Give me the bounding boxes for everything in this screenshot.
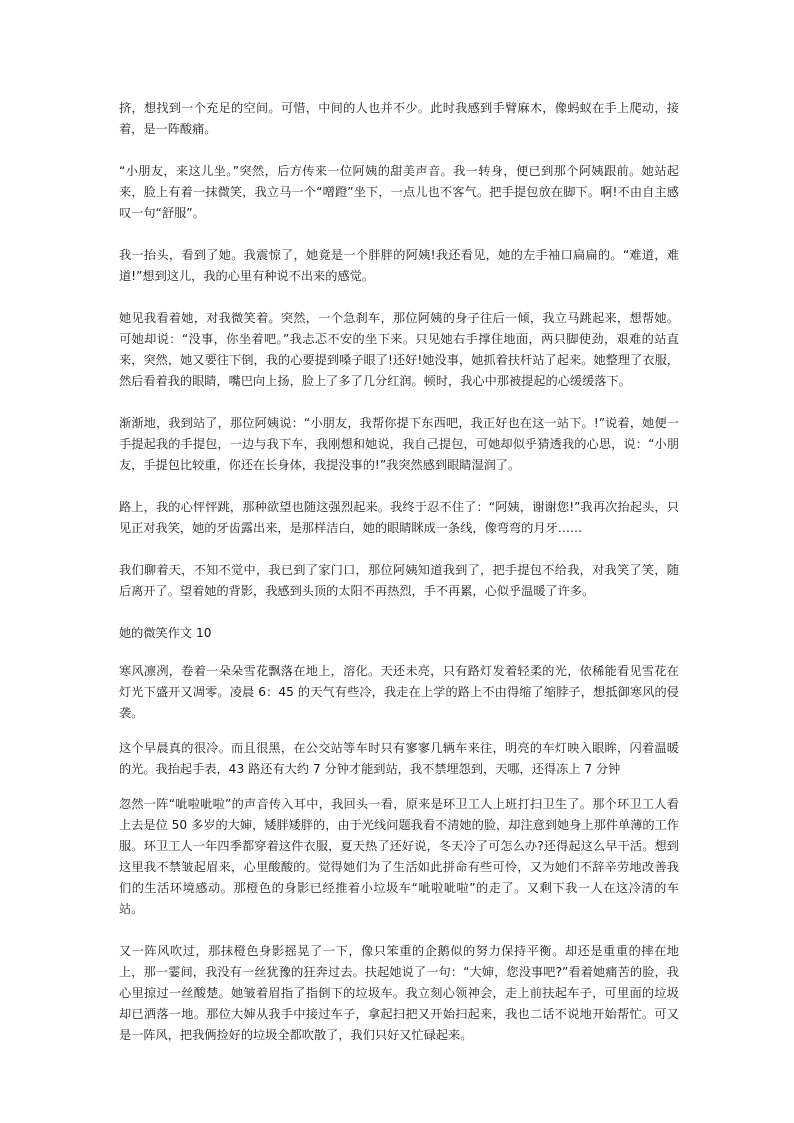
paragraph-1: 挤，想找到一个充足的空间。可惜，中间的人也并不少。此时我感到手臂麻木，像蚂蚁在手上爬动，接着，是一阵酸痛。 xyxy=(119,101,679,136)
paragraph-5: 渐渐地，我到站了，那位阿姨说：“小朋友，我帮你提下东西吧，我正好也在这一站下。!”说着，她便一手提起我的手提包，一边与我下车，我刚想和她说，我自己提包，可她却似乎猜透我的心思，说：“小朋友，手提包比较重，你还在长身体，我提没事的!”我突然感到眼睛湿润了。 xyxy=(119,416,679,472)
paragraph-4: 她见我看着她，对我微笑着。突然，一个急刹车，那位阿姨的身子往后一倾，我立马跳起来，想帮她。可她却说：“没事，你坐着吧。”我忐忑不安的坐下来。只见她右手撑住地面，两只脚使劲，艰难的站直来，突然，她又要往下倒，我的心要提到嗓子眼了!还好!她没事，她抓着扶杆站了起来。她整理了衣服，然后看着我的眼睛，嘴巴向上扬，脸上了多了几分红润。顿时，我心中那被提起的心缓缓落下。 xyxy=(119,311,679,388)
paragraph-2: “小朋友，来这儿坐。”突然，后方传来一位阿姨的甜美声音。我一转身，便已到那个阿姨跟前。她站起来，脸上有着一抹微笑，我立马一个“噌蹬”坐下，一点儿也不客气。把手提包放在脚下。啊!不由自主感叹一句“舒服”。 xyxy=(119,164,679,220)
paragraph-11: 又一阵风吹过，那抹橙色身影摇晃了一下，像只笨重的企鹅似的努力保持平衡。却还是重重的摔在地上，那一霎间，我没有一丝犹豫的狂奔过去。扶起她说了一句：“大婶，您没事吧?”看着她痛苦的脸，我心里掠过一丝酸楚。她皱着眉指了指倒下的垃圾车。我立刻心领神会，走上前扶起车子，可里面的垃圾却已洒落一地。那位大婶从我手中接过车子，拿起扫把又开始扫起来，我也二话不说地开始帮忙。可又是一阵风，把我俩捡好的垃圾全都吹散了，我们只好又忙碌起来。 xyxy=(119,944,679,1042)
paragraph-8: 寒风凛冽，卷着一朵朵雪花飘落在地上，溶化。天还未亮，只有路灯发着轻柔的光，依稀能看见雪花在灯光下盛开又凋零。凌晨 6：45 的天气有些冷，我走在上学的路上不由得缩了缩脖子，想抵御寒风的侵袭。 xyxy=(119,664,679,720)
paragraph-7: 我们聊着天，不知不觉中，我已到了家门口，那位阿姨知道我到了，把手提包不给我，对我笑了笑，随后离开了。望着她的背影，我感到头顶的太阳不再热烈，手不再累，心似乎温暖了许多。 xyxy=(119,563,679,598)
paragraph-10: 忽然一阵“呲啦呲啦”的声音传入耳中，我回头一看，原来是环卫工人上班打扫卫生了。那个环卫工人看上去是位 50 多岁的大婶，矮胖矮胖的，由于光线问题我看不清她的脸，却注意到她身上那件单薄的工作服。环卫工人一年四季都穿着这件衣服，夏天热了还好说，冬天冷了可怎么办?还得起这么早干活。想到这里我不禁皱起眉来，心里酸酸的。觉得她们为了生活如此拼命有些可怜，又为她们不辞辛劳地改善我们的生活环境感动。那橙色的身影已经推着小垃圾车“呲啦呲啦”的走了。又剩下我一人在这冷清的车站。 xyxy=(119,797,679,916)
section-title: 她的微笑作文 10 xyxy=(119,626,212,640)
document-page xyxy=(119,98,679,1067)
paragraph-3: 我一抬头，看到了她。我震惊了，她竟是一个胖胖的阿姨!我还看见，她的左手袖口扁扁的。“难道，难道!”想到这儿，我的心里有种说不出来的感觉。 xyxy=(119,248,679,283)
paragraph-9: 这个早晨真的很冷。而且很黑，在公交站等车时只有寥寥几辆车来往，明亮的车灯映入眼眸，闪着温暖的光。我抬起手表，43 路还有大约 7 分钟才能到站，我不禁埋怨到，天哪，还得冻上 7 分钟 xyxy=(119,741,679,776)
paragraph-6: 路上，我的心怦怦跳，那种欲望也随这强烈起来。我终于忍不住了：“阿姨，谢谢您!”我再次抬起头，只见正对我笑，她的牙齿露出来，是那样洁白，她的眼睛眯成一条线，像弯弯的月牙…… xyxy=(119,500,679,535)
